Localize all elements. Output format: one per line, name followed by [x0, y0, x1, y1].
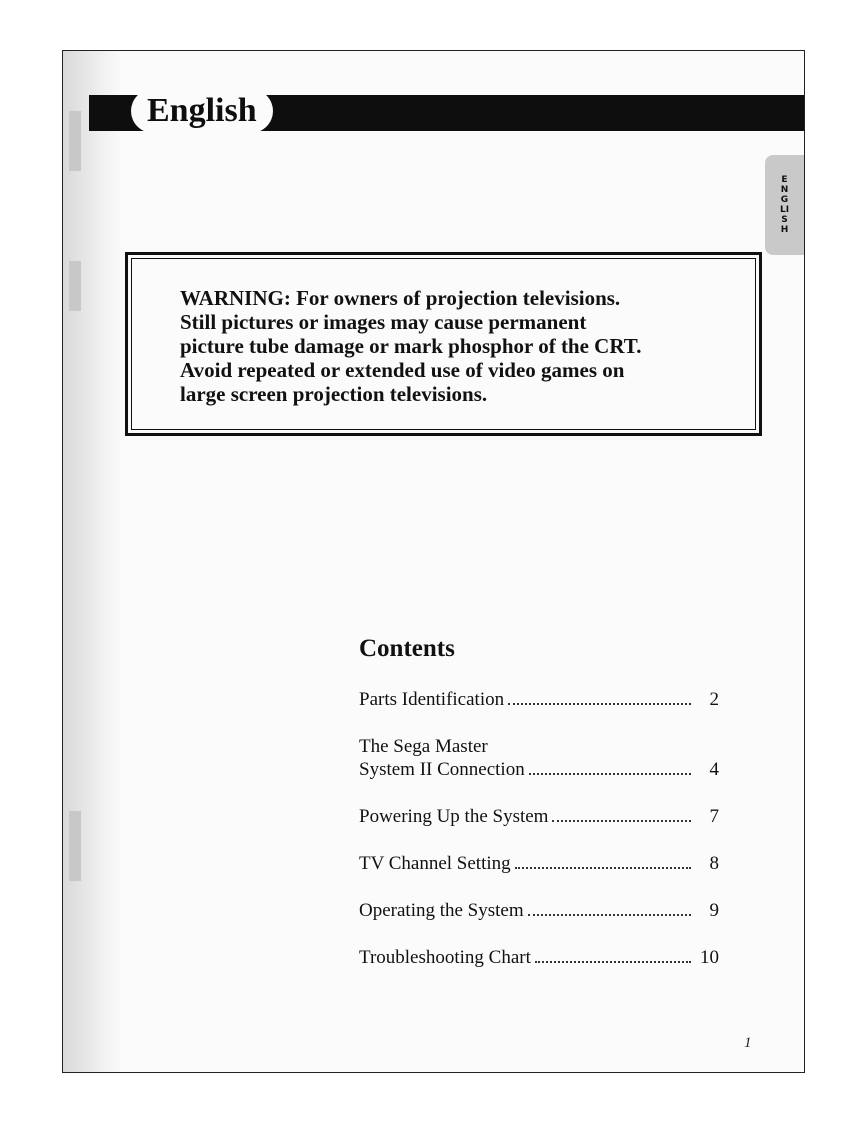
toc-item-tv-channel: [359, 852, 719, 875]
toc-item-title: TV Channel Setting: [359, 853, 511, 874]
page-shade: [63, 51, 123, 1072]
toc-leader-dots: [529, 773, 691, 775]
header-title: English: [147, 92, 257, 129]
toc-leader-dots: [508, 703, 691, 705]
language-tab-label: ENGLISH: [779, 175, 790, 235]
toc-item-title: The Sega Master System II Connection: [359, 736, 525, 780]
toc-item-connection: [359, 735, 719, 781]
toc-item-troubleshooting: [359, 946, 719, 969]
contents-title: Contents: [359, 635, 455, 662]
binding-mark: [69, 811, 81, 881]
toc-item-title: Powering Up the System: [359, 806, 549, 827]
table-of-contents: [359, 635, 719, 969]
toc-leader-dots: [528, 914, 691, 916]
warning-box: [125, 252, 762, 436]
toc-item-page: 9: [709, 900, 719, 921]
language-tab: [765, 155, 804, 255]
binding-mark: [69, 261, 81, 311]
toc-item-operating: [359, 899, 719, 922]
toc-item-page: 2: [709, 689, 719, 710]
manual-page: [62, 50, 805, 1073]
warning-text: WARNING: For owners of projection televisions. Still pictures or images may cause permanent picture tube damage or mark phosphor of the CRT. Avoid repeated or extended use of video games on large screen projection televisions.: [180, 286, 642, 406]
page-number: 1: [744, 1035, 752, 1051]
toc-item-title: Operating the System: [359, 900, 524, 921]
toc-item-title: Troubleshooting Chart: [359, 947, 531, 968]
toc-leader-dots: [535, 961, 691, 963]
toc-item-powering-up: [359, 805, 719, 828]
toc-item-page: 8: [709, 853, 719, 874]
toc-item-page: 10: [700, 947, 719, 968]
toc-item-title: Parts Identification: [359, 689, 505, 710]
toc-item-parts-identification: [359, 688, 719, 711]
header-pill: [131, 89, 273, 133]
binding-mark: [69, 111, 81, 171]
toc-item-page: 7: [709, 806, 719, 827]
warning-inner-border: [131, 258, 756, 430]
toc-leader-dots: [552, 820, 691, 822]
toc-leader-dots: [515, 867, 691, 869]
toc-item-page: 4: [709, 759, 719, 780]
